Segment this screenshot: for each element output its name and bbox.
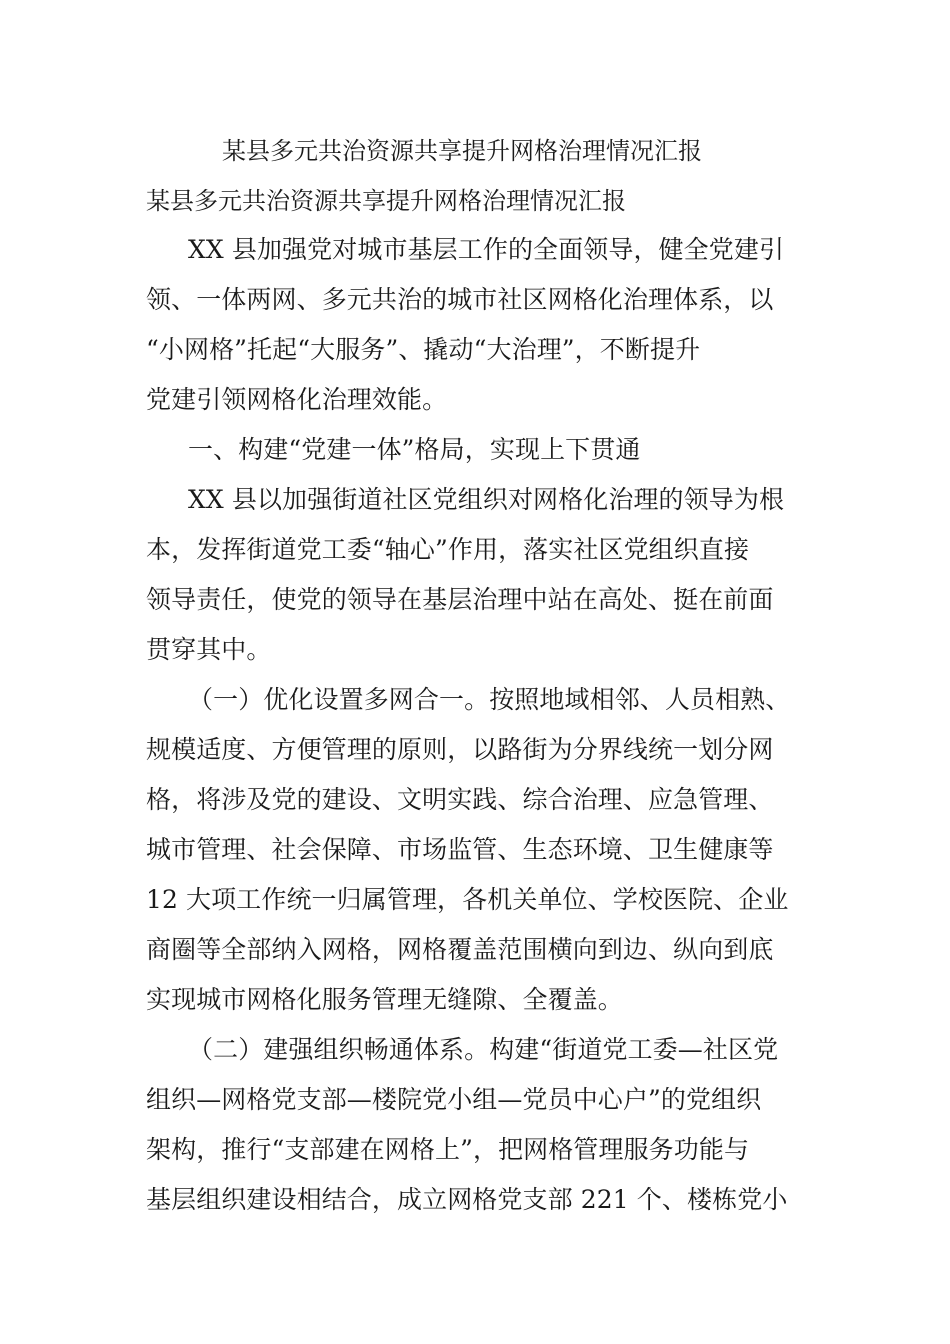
document-subtitle: 某县多元共治资源共享提升网格治理情况汇报 — [146, 187, 626, 215]
paragraph-3-line-1: XX 县以加强街道社区党组织对网格化治理的领导为根 — [188, 485, 785, 514]
document-title: 某县多元共治资源共享提升网格治理情况汇报 — [222, 137, 702, 165]
paragraph-3-line-3: 领导责任，使党的领导在基层治理中站在高处、挺在前面 — [146, 585, 774, 614]
paragraph-1-line-4: 党建引领网格化治理效能。 — [146, 385, 448, 414]
paragraph-4-line-3: 格，将涉及党的建设、文明实践、综合治理、应急管理、 — [146, 785, 774, 814]
paragraph-4-line-4: 城市管理、社会保障、市场监管、生态环境、卫生健康等 — [146, 835, 774, 864]
paragraph-4-line-2: 规模适度、方便管理的原则，以路街为分界线统一划分网 — [146, 735, 774, 764]
paragraph-3-line-4: 贯穿其中。 — [146, 635, 272, 664]
paragraph-5-line-3: 架构，推行“支部建在网格上”，把网格管理服务功能与 — [146, 1135, 750, 1164]
paragraph-4-line-1: （一）优化设置多网合一。按照地域相邻、人员相熟、 — [188, 685, 791, 714]
paragraph-5-line-2: 组织—网格党支部—楼院党小组—党员中心户”的党组织 — [146, 1085, 762, 1114]
paragraph-4-line-7: 实现城市网格化服务管理无缝隙、全覆盖。 — [146, 985, 623, 1014]
paragraph-1-line-1: XX 县加强党对城市基层工作的全面领导，健全党建引 — [188, 235, 785, 264]
paragraph-1-line-2: 领、一体两网、多元共治的城市社区网格化治理体系，以 — [146, 285, 774, 314]
paragraph-3-line-2: 本，发挥街道党工委“轴心”作用，落实社区党组织直接 — [146, 535, 750, 564]
paragraph-5-line-1: （二）建强组织畅通体系。构建“街道党工委—社区党 — [188, 1035, 779, 1064]
section-heading-1: 一、构建“党建一体”格局，实现上下贯通 — [188, 435, 641, 464]
paragraph-5-line-4: 基层组织建设相结合，成立网格党支部 221 个、楼栋党小 — [146, 1185, 788, 1214]
paragraph-4-line-6: 商圈等全部纳入网格，网格覆盖范围横向到边、纵向到底 — [146, 935, 774, 964]
paragraph-1-line-3: “小网格”托起“大服务”、撬动“大治理”，不断提升 — [146, 335, 701, 364]
paragraph-4-line-5: 12 大项工作统一归属管理，各机关单位、学校医院、企业 — [146, 885, 789, 914]
